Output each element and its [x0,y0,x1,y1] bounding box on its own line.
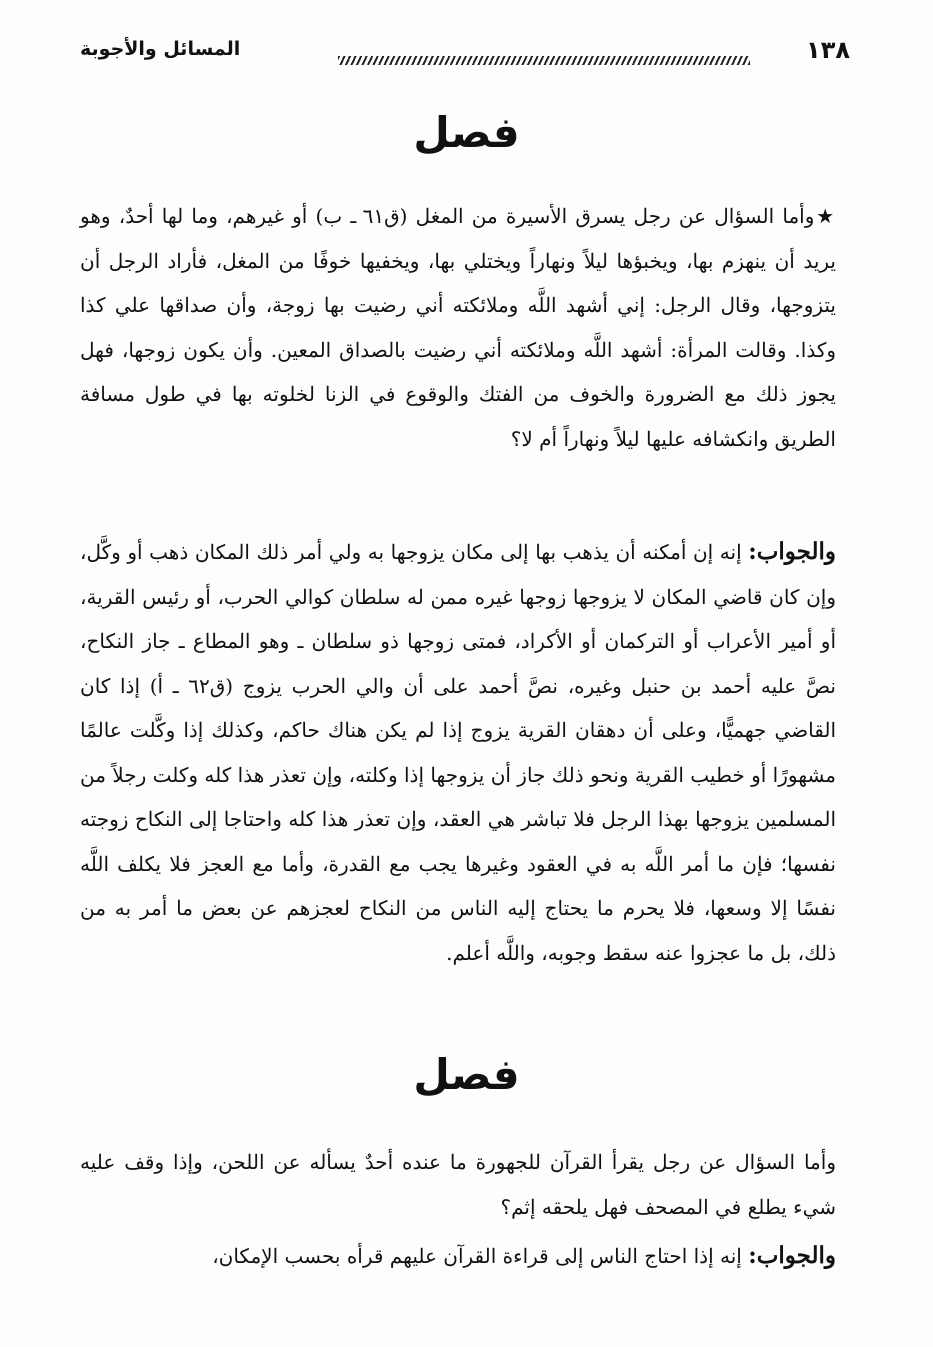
running-header [80,34,850,74]
header-rule [338,56,750,65]
question-paragraph-1 [80,194,836,461]
page-number: ١٣٨ [806,36,850,64]
question-paragraph-2 [80,1140,836,1229]
answer-text: إنه إن أمكنه أن يذهب بها إلى مكان يزوجها به ولي أمر ذلك المكان ذهب أو وكَّل، وإن كان قاضي المكان لا يزوجها زوجها غيره ممن له سلطان كوالي الحرب، أو رئيس القرية، أو أمير الأعراب أو التركمان أو الأكراد، فمتى زوجها ذو سلطان ـ وهو المطاع ـ جاز النكاح، نصَّ عليه أحمد بن حنبل وغيره، نصَّ أحمد على أن والي الحرب يزوج (ق٦٢ ـ أ) إذا كان القاضي جهميًّا، وعلى أن دهقان القرية يزوج إذا لم يكن هناك حاكم، وكذلك إذا وكَّلت عالمًا مشهورًا أو خطيب القرية ونحو ذلك جاز أن يزوجها إذا وكلته، وإن تعذر هذا كله وكلت رجلاً من المسلمين يزوجها بهذا الرجل فلا تباشر هي العقد، وإن تعذر هذا كله واحتاجا إلى النكاح زوجته نفسها؛ فإن ما أمر اللَّه به في العقود وغيرها يجب مع القدرة، وأما مع العجز فلا يكلف اللَّه نفسًا إلا وسعها، فلا يحرم ما يحتاج إليه الناس من النكاح لعجزهم عن بعض ما أمر به من ذلك، بل ما عجزوا عنه سقط وجوبه، واللَّه أعلم. [80,540,836,965]
question-text: وأما السؤال عن رجل يقرأ القرآن للجهورة ما عنده أحدٌ يسأله عن اللحن، وإذا وقف عليه شيء يطلع في المصحف فهل يلحقه إثم؟ [80,1150,836,1219]
answer-lead: والجواب: [748,538,837,565]
answer-text: إنه إذا احتاج الناس إلى قراءة القرآن عليهم قرأه بحسب الإمكان، [212,1244,742,1268]
answer-paragraph-1 [80,530,836,975]
section-heading-1: فصل [413,108,520,157]
answer-lead: والجواب: [748,1242,836,1269]
question-text: ★وأما السؤال عن رجل يسرق الأسيرة من المغل (ق٦١ ـ ب) أو غيرهم، وما لها أحدٌ، وهو يريد أن ينهزم بها، ويخبؤها ليلاً ونهاراً ويختلي بها، ويخفيها خوفًا من المغل، فأراد الرجل أن يتزوجها، وقال الرجل: إني أشهد اللَّه وملائكته أني رضيت بها زوجة، وأن صداقها علي كذا وكذا. وقالت المرأة: أشهد اللَّه وملائكته أني رضيت بالصداق المعين. وأن يكون زوجها، فهل يجوز ذلك مع الضرورة والخوف من الفتك والوقوع في الزنا لخلوته بها في طول مسافة الطريق وانكشافه عليها ليلاً ونهاراً أم لا؟ [80,204,837,451]
book-title: المسائل والأجوبة [80,38,241,60]
answer-paragraph-2 [80,1234,836,1279]
section-heading-2: فصل [413,1050,520,1099]
